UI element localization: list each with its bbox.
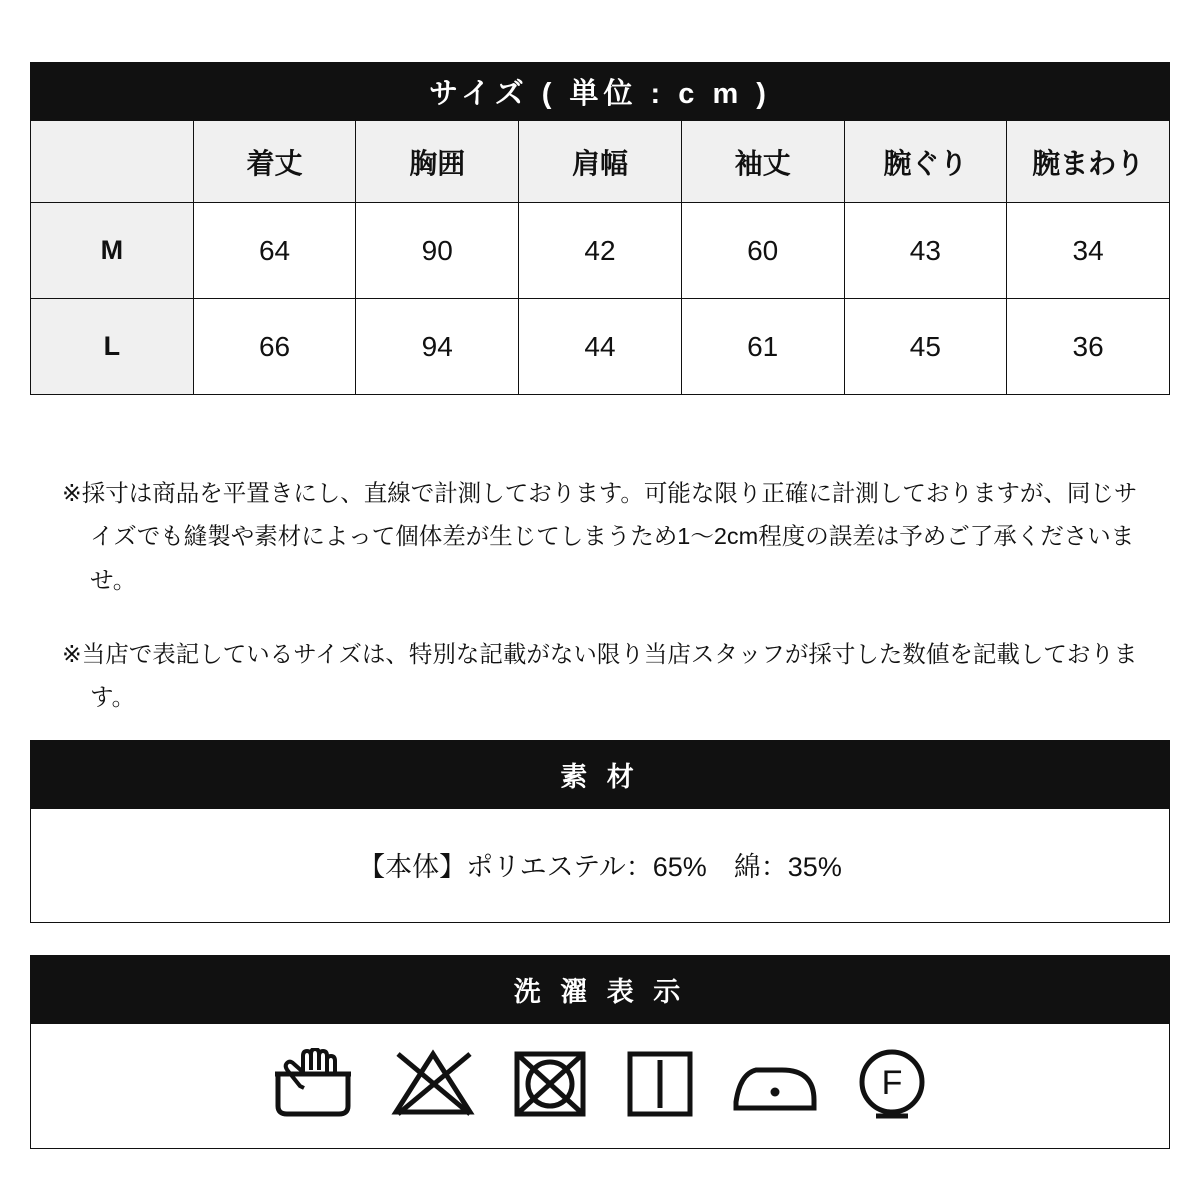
size-table <box>30 62 1170 395</box>
cell-l-0: 66 <box>193 299 356 395</box>
size-table-title: サイズ ( 単位 : c m ) <box>31 63 1170 121</box>
note-text: 当店で表記しているサイズは、特別な記載がない限り当店スタッフが採寸した数値を記載しております。 <box>81 640 1138 711</box>
svg-text:F: F <box>881 1064 903 1102</box>
column-header-2: 肩幅 <box>519 121 682 203</box>
column-header-0: 着丈 <box>193 121 356 203</box>
no-tumble-dry-icon <box>510 1048 590 1120</box>
laundry-section <box>30 955 1170 1149</box>
row-label-m: M <box>31 203 194 299</box>
table-row <box>31 203 1170 299</box>
cell-m-2: 42 <box>519 203 682 299</box>
cell-l-4: 45 <box>844 299 1007 395</box>
cell-l-3: 61 <box>681 299 844 395</box>
column-header-4: 腕ぐり <box>844 121 1007 203</box>
hand-wash-icon <box>270 1048 356 1120</box>
note-text: 採寸は商品を平置きにし、直線で計測しております。可能な限り正確に計測しておりますが、同じサイズでも縫製や素材によって個体差が生じてしまうため1〜2cm程度の誤差は予めご了承くださいませ。 <box>81 479 1138 593</box>
note-mark: ※ <box>62 479 82 506</box>
table-header-row <box>31 121 1170 203</box>
dry-clean-f-icon <box>854 1046 930 1122</box>
table-row <box>31 299 1170 395</box>
line-dry-hanging-icon <box>624 1048 696 1120</box>
material-section <box>30 740 1170 923</box>
row-label-l: L <box>31 299 194 395</box>
column-header-1: 胸囲 <box>356 121 519 203</box>
material-body: 【本体】ポリエステル：65% 綿：35% <box>31 809 1169 922</box>
size-table-section <box>30 62 1170 395</box>
note-mark: ※ <box>62 640 82 667</box>
cell-m-5: 34 <box>1007 203 1170 299</box>
notes-section <box>62 448 1152 750</box>
cell-m-0: 64 <box>193 203 356 299</box>
cell-m-3: 60 <box>681 203 844 299</box>
iron-low-icon <box>730 1048 820 1120</box>
column-header-3: 袖丈 <box>681 121 844 203</box>
note-measurement <box>62 472 1152 603</box>
cell-l-1: 94 <box>356 299 519 395</box>
corner-cell <box>31 121 194 203</box>
no-bleach-icon <box>390 1048 476 1120</box>
cell-m-1: 90 <box>356 203 519 299</box>
laundry-title: 洗 濯 表 示 <box>31 956 1169 1024</box>
material-title: 素 材 <box>31 741 1169 809</box>
cell-l-5: 36 <box>1007 299 1170 395</box>
column-header-5: 腕まわり <box>1007 121 1170 203</box>
cell-m-4: 43 <box>844 203 1007 299</box>
laundry-icon-row <box>31 1024 1169 1148</box>
cell-l-2: 44 <box>519 299 682 395</box>
note-staff-measure <box>62 633 1152 720</box>
table-title-row <box>31 63 1170 121</box>
